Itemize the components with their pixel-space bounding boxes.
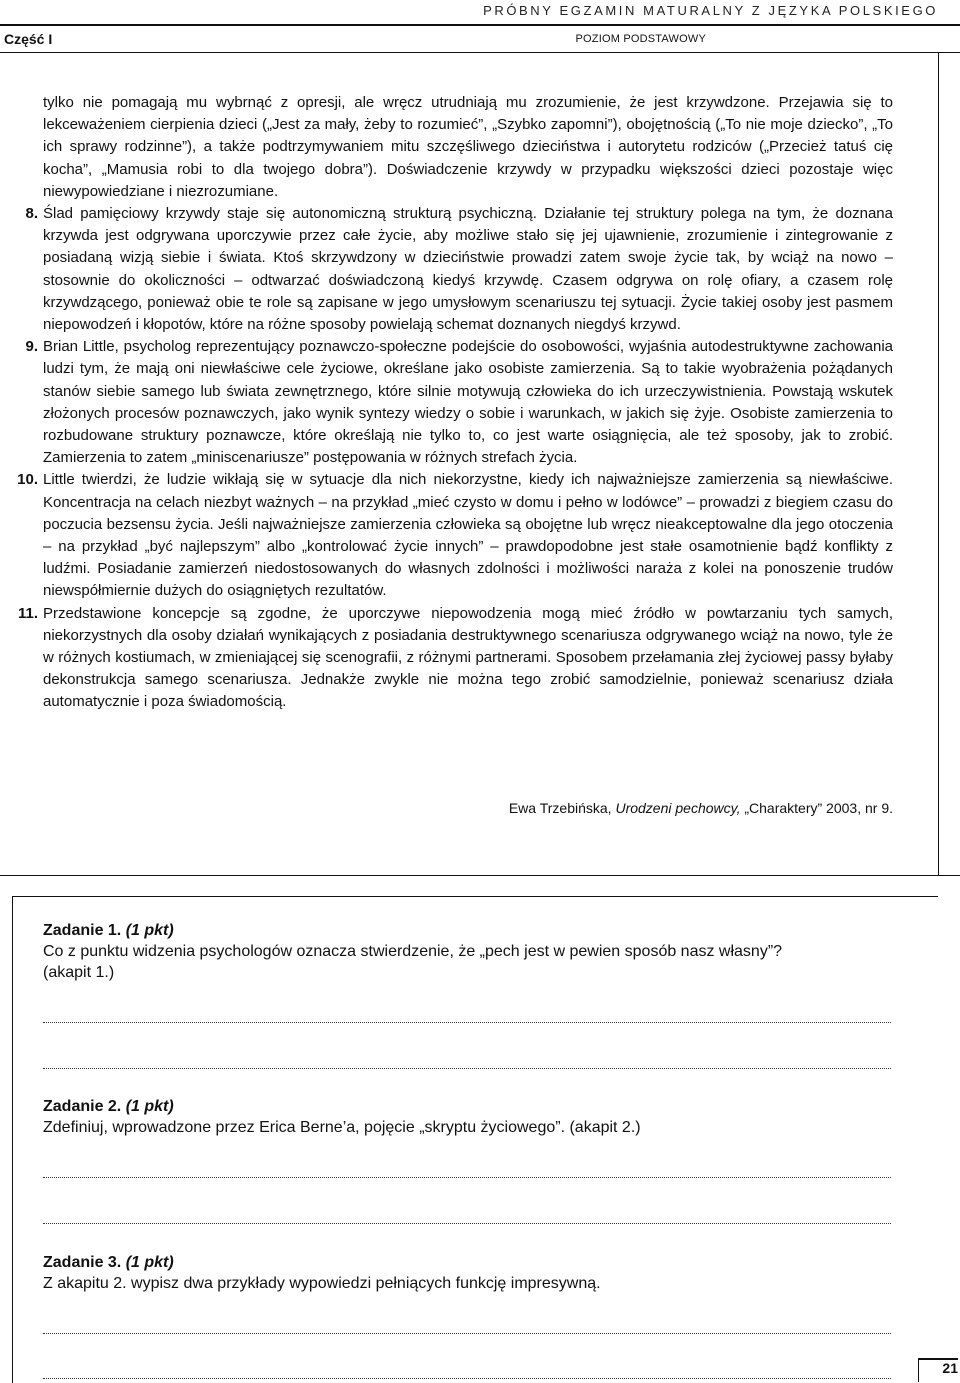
exam-title: PRÓBNY EGZAMIN MATURALNY Z JĘZYKA POLSKIEGO [483, 3, 938, 18]
paragraph-text: Little twierdzi, że ludzie wikłają się w sytuacje dla nich niekorzystne, kiedy ich najważniejsze zamierzenia są niewłaściwe. Koncentracja na celach niezbyt ważnych – na przykład „mieć czysto w domu i pełno w lodówce” – prowadzi z biegiem czasu do poczucia bezsensu życia. Jeśli najważniejsze zamierzenia człowieka są obojętne lub wręcz nieakceptowalne dla jego otoczenia – na przykład „być najlepszym” albo „kontrolować życie innych” – prawdopodobne jest stałe osamotnienie bądź konflikty z ludźmi. Posiadanie zamierzeń niedostosowanych do własnych zdolności i możliwości naraża z kolei na ponoszenie trudów niewspółmiernie dużych do osiągniętych rezultatów. [43, 471, 893, 600]
task-title: Zadanie 3. [43, 1254, 122, 1271]
task-points: (1 pkt) [125, 1098, 174, 1115]
paragraph-number: 9. [25, 338, 38, 356]
header-subrow [0, 27, 960, 53]
task-title: Zadanie 1. [43, 922, 122, 939]
header-rule [0, 24, 960, 26]
part-label: Część I [4, 31, 53, 47]
answer-line[interactable] [43, 1022, 891, 1023]
source-title: Urodzeni pechowcy, [615, 800, 741, 816]
task-points: (1 pkt) [125, 1254, 174, 1271]
source-publication: „Charaktery” 2003, nr 9. [744, 800, 893, 816]
paragraph-number: 8. [25, 205, 38, 223]
answer-line[interactable] [43, 1223, 891, 1224]
paragraph-9 [25, 336, 893, 469]
paragraph-10 [17, 469, 893, 602]
task-points: (1 pkt) [125, 922, 174, 939]
level-label: POZIOM PODSTAWOWY [575, 33, 706, 45]
paragraph-7-continuation [43, 92, 893, 203]
paragraph-8 [25, 203, 893, 336]
paragraph-text: Brian Little, psycholog reprezentujący poznawczo-społeczne podejście do osobowości, wyjaśnia autodestruktywne zachowania ludzi tym, że mają oni niewłaściwe cele życiowe, określane jako osobiste zamierzenia. Są to takie wyobrażenia pożądanych stanów siebie samego lub świata zewnętrznego, które silnie motywują człowieka do ich urzeczywistnienia. Powstają wskutek złożonych procesów poznawczych, jako wynik syntezy wiedzy o sobie i warunkach, w jakich się żyje. Osobiste zamierzenia to rozbudowane struktury poznawcze, które określają nie tylko to, co jest warte osiągnięcia, ale też sposoby, jak to zrobić. Zamierzenia to zatem „miniscenariusze” postępowania w różnych strefach życia. [43, 338, 893, 467]
section-divider [0, 875, 960, 876]
task-question: Z akapitu 2. wypisz dwa przykłady wypowiedzi pełniących funkcję impresywną. [43, 1275, 601, 1292]
paragraph-11 [17, 603, 893, 714]
page-header [0, 0, 960, 24]
page-number: 21 [918, 1358, 958, 1382]
header-rule-bottom [0, 52, 960, 53]
article-body [17, 92, 893, 714]
task-question: Co z punktu widzenia psychologów oznacza stwierdzenie, że „pech jest w pewien sposób nasz własny”? (akapit 1.) [43, 943, 783, 981]
task-1 [43, 920, 903, 983]
source-citation [509, 800, 893, 816]
paragraph-text: Ślad pamięciowy krzywdy staje się autonomiczną strukturą psychiczną. Działanie tej struktury polega na tym, że doznana krzywda jest odgrywana uporczywie przez całe życie, aby możliwe stało się jej ujawnienie, zrozumienie i zintegrowanie z posiadaną wizją siebie i świata. Ktoś skrzywdzony w dzieciństwie prowadzi zatem swoje życie tak, by wciąż na nowo – stosownie do okoliczności – odtwarzać doświadczoną kiedyś krzywdę. Czasem odgrywa on rolę ofiary, a czasem rolę krzywdzącego, ponieważ obie te role są zapisane w jego umysłowym scenariuszu tej sytuacji. Życie takiej osoby jest pasmem niepowodzeń i kłopotów, które na różne sposoby powielają schemat doznanych niegdyś krzywd. [43, 205, 893, 334]
source-author: Ewa Trzebińska, [508, 800, 612, 816]
margin-line [938, 53, 939, 875]
answer-line[interactable] [43, 1177, 891, 1178]
answer-line[interactable] [43, 1068, 891, 1069]
task-3 [43, 1252, 903, 1294]
task-title: Zadanie 2. [43, 1098, 122, 1115]
paragraph-number: 10. [17, 471, 38, 489]
task-2 [43, 1096, 903, 1138]
answer-line[interactable] [43, 1333, 891, 1334]
paragraph-text: tylko nie pomagają mu wybrnąć z opresji, ale wręcz utrudniają mu zrozumienie, że jest krzywdzone. Przejawia się to lekceważeniem cierpienia dzieci („Jest za mały, żeby to rozumieć”, „Szybko zapomni”), obojętnością („To nie moje dziecko”, „To ich sprawy rodzinne”), a także podtrzymywaniem mitu szczęśliwego dzieciństwa i autorytetu rodziców („Przecież tatuś cię kocha”, „Mamusia robi to dla twojego dobra”). Doświadczenie krzywdy w przypadku większości dzieci pozostaje więc niewypowiedziane i niezrozumiane. [43, 94, 893, 200]
answer-line[interactable] [43, 1378, 891, 1379]
task-question: Zdefiniuj, wprowadzone przez Erica Berne’a, pojęcie „skryptu życiowego”. (akapit 2.) [43, 1119, 641, 1136]
paragraph-number: 11. [17, 604, 38, 622]
paragraph-text: Przedstawione koncepcje są zgodne, że uporczywe niepowodzenia mogą mieć źródło w powtarzaniu tych samych, niekorzystnych dla osoby działań wynikających z posiadania destruktywnego scenariusza odgrywanego wciąż na nowo, tyle że w różnych kostiumach, w zmieniającej się scenografii, z różnymi partnerami. Sposobem przełamania złej życiowej passy byłaby dekonstrukcja samego scenariusza. Jednakże zwykle nie można tego zrobić samodzielnie, ponieważ scenariusz działa automatycznie i poza świadomością. [43, 604, 893, 711]
